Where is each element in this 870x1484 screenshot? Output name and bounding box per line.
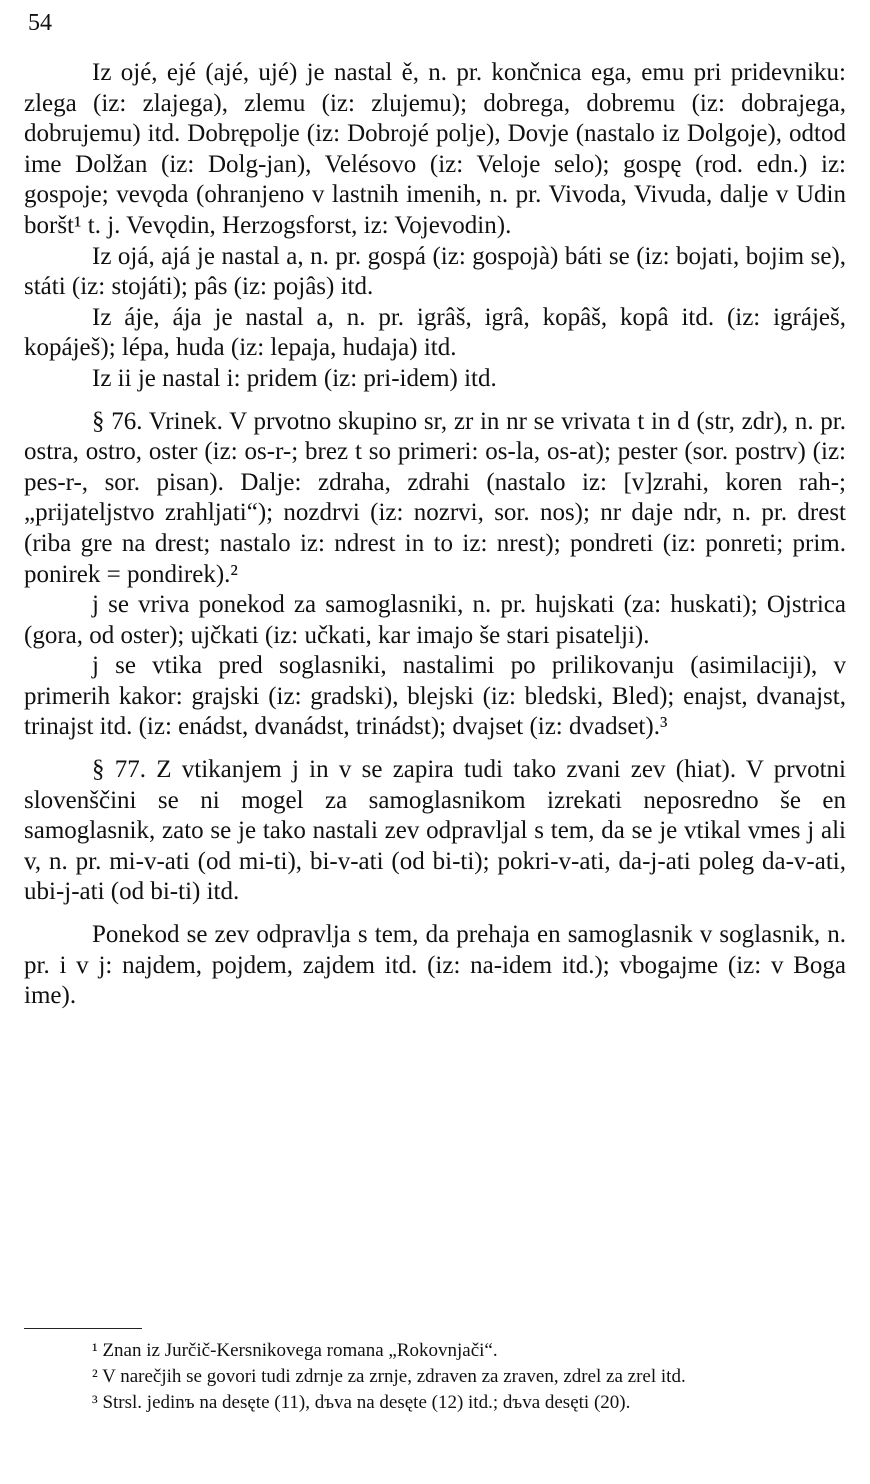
paragraph-j-vriva: j se vriva ponekod za samoglasniki, n. pr. hujskati (za: huskati); Ojstrica (gora, od oster); ujčkati (iz: učkati, kar imajo še stari pisatelji). [24, 591, 846, 649]
main-text [24, 58, 846, 1012]
footnote-1: ¹ Znan iz Jurčič-Kersnikovega romana „Rokovnjači“. [92, 1340, 498, 1361]
page-number: 54 [28, 10, 52, 36]
footnotes [24, 1338, 846, 1416]
footnote-3: ³ Strsl. jedinъ na desęte (11), dъva na desęte (12) itd.; dъva desęti (20). [92, 1392, 631, 1413]
paragraph-j-vtika: j se vtika pred soglasniki, nastalimi po prilikovanju (asimilaciji), v primerih kakor: grajski (iz: gradski), blejski (iz: bledski, Bled); enajst, dvanajst, trinajst itd. (iz: enádst, dvanádst, trinádst); dvajset (iz: dvadset).³ [24, 652, 846, 741]
paragraph-vowel-ojá: Iz ojá, ajá je nastal a, n. pr. gospá (iz: gospojà) báti se (iz: bojati, bojim se), státi (iz: stojáti); pâs (iz: pojâs) itd. [24, 242, 846, 301]
paragraph-vowel-ii: Iz ii je nastal i: pridem (iz: pri-idem) itd. [92, 364, 497, 392]
paragraph-vowel-ojé: Iz ojé, ejé (ajé, ujé) je nastal ě, n. pr. končnica ega, emu pri pridevniku: zlega (iz: zlajega), zlemu (iz: zlujemu); dobrega, dobremu (iz: dobrajega, dobrujemu) itd. Dobrępolje (iz: Dobrojé polje), Dovje (nastalo iz Dolgoje), odtod ime Dolžan (iz: Dolg-jan), Velésovo (iz: Veloje selo); gospę (rod. edn.) iz: gospoje; vevǫda (ohranjeno v lastnih imenih, n. pr. Vivoda, Vivuda, dalje v Udin boršt¹ t. j. Vevǫdin, Herzogsforst, iz: Vojevodin). [24, 59, 846, 239]
footnote-2: ² V narečjih se govori tudi zdrnje za zrnje, zdraven za zraven, zdrel za zrel itd. [92, 1366, 686, 1387]
footnote-divider [24, 1328, 142, 1329]
section-76-vrinek: § 76. Vrinek. V prvotno skupino sr, zr in nr se vrivata t in d (str, zdr), n. pr. ostra, ostro, oster (iz: os-r-; brez t so primeri: os-la, os-at); pester (sor. postrv) (iz: pes-r-, sor. pisan). Dalje: zdraha, zdrahi (nastalo iz: [v]zrahi, koren rah-; „prijateljstvo zrahljati“); nozdrvi (iz: nozrvi, sor. nos); nr daje ndr, n. pr. drest (riba gre na drest; nastalo iz: ndrest in to iz: nrest); pondreti (iz: ponreti; prim. ponirek = pondirek).² [24, 407, 846, 588]
section-77-zev: § 77. Z vtikanjem j in v se zapira tudi tako zvani zev (hiat). V prvotni slovenščini se ni mogel za samoglasnikom izrekati neposredno še en samoglasnik, zato se je tako nastali zev odpravljal s tem, da se je vtikal vmes j ali v, n. pr. mi-v-ati (od mi-ti), bi-v-ati (od bi-ti); pokri-v-ati, da-j-ati poleg da-v-ati, ubi-j-ati (od bi-ti) itd. [24, 756, 846, 906]
paragraph-zev-odpravlja: Ponekod se zev odpravlja s tem, da prehaja en samoglasnik v soglasnik, n. pr. i v j: najdem, pojdem, zajdem itd. (iz: na-idem itd.); vbogajme (iz: v Boga ime). [24, 921, 846, 1010]
paragraph-vowel-áje: Iz áje, ája je nastal a, n. pr. igrâš, igrâ, kopâš, kopâ itd. (iz: igráješ, kopáješ); lépa, huda (iz: lepaja, hudaja) itd. [24, 303, 846, 362]
